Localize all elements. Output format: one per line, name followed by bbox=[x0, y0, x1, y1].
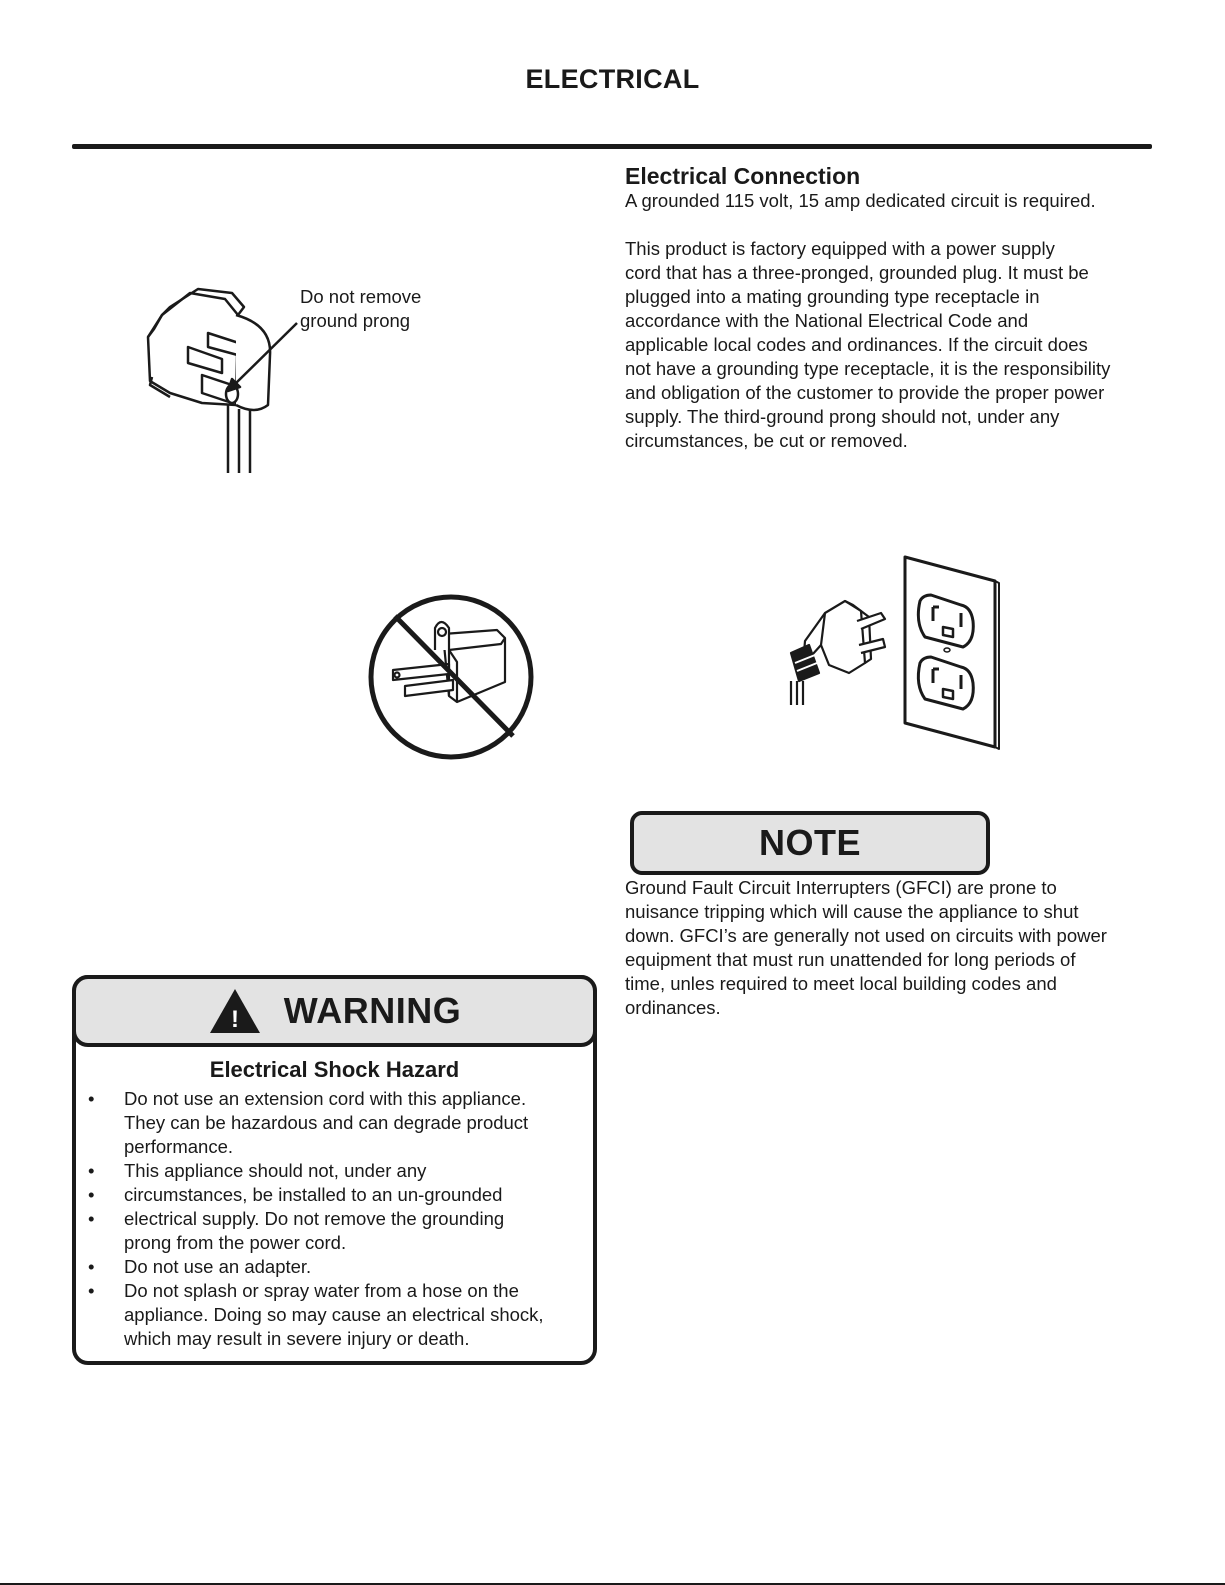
body-line: supply. The third-ground prong should not, under any bbox=[625, 406, 1060, 427]
item-line: Do not splash or spray water from a hose on the bbox=[124, 1280, 519, 1301]
list-item bbox=[76, 1207, 586, 1255]
item-line: performance. bbox=[124, 1136, 233, 1157]
note-line: equipment that must run unattended for long periods of bbox=[625, 949, 1076, 970]
item-line: circumstances, be installed to an un-grounded bbox=[124, 1184, 503, 1205]
warning-triangle-icon bbox=[208, 987, 262, 1035]
body-line: cord that has a three-pronged, grounded plug. It must be bbox=[625, 262, 1089, 283]
note-line: down. GFCI’s are generally not used on circuits with power bbox=[625, 925, 1107, 946]
warning-box bbox=[72, 975, 597, 1365]
callout-line: Do not remove bbox=[300, 286, 422, 307]
list-item bbox=[76, 1279, 586, 1351]
item-line: Do not use an adapter. bbox=[124, 1256, 312, 1277]
list-item bbox=[76, 1183, 586, 1207]
body-line: and obligation of the customer to provide the proper power bbox=[625, 382, 1105, 403]
section-heading: Electrical Connection bbox=[625, 163, 861, 189]
no-adapter-icon bbox=[365, 592, 537, 762]
body-line: applicable local codes and ordinances. If the circuit does bbox=[625, 334, 1088, 355]
note-box bbox=[630, 811, 990, 875]
connection-intro bbox=[625, 189, 1165, 213]
warning-list bbox=[76, 1087, 586, 1351]
note-label: NOTE bbox=[758, 822, 861, 863]
header-divider bbox=[72, 144, 1152, 149]
plug-callout bbox=[300, 285, 421, 333]
note-line: Ground Fault Circuit Interrupters (GFCI) are prone to bbox=[625, 877, 1057, 898]
body-line: circumstances, be cut or removed. bbox=[625, 430, 908, 451]
list-item bbox=[76, 1255, 586, 1279]
item-line: electrical supply. Do not remove the grounding bbox=[124, 1208, 505, 1229]
warning-label: WARNING bbox=[283, 990, 462, 1031]
body-line: This product is factory equipped with a power supply bbox=[625, 238, 1055, 259]
list-item bbox=[76, 1159, 586, 1183]
item-line: This appliance should not, under any bbox=[124, 1160, 427, 1181]
note-text bbox=[625, 876, 1165, 1020]
page-title: ELECTRICAL bbox=[525, 64, 700, 94]
body-line: not have a grounding type receptacle, it is the responsibility bbox=[625, 358, 1111, 379]
item-line: prong from the power cord. bbox=[124, 1232, 347, 1253]
item-line: which may result in severe injury or death. bbox=[124, 1328, 470, 1349]
item-line: appliance. Doing so may cause an electrical shock, bbox=[124, 1304, 544, 1325]
bullet: • bbox=[88, 1280, 95, 1301]
connection-body bbox=[625, 237, 1165, 453]
grounded-outlet-icon bbox=[785, 555, 1010, 755]
intro-line: A grounded 115 volt, 15 amp dedicated circuit is required. bbox=[625, 190, 1096, 211]
callout-line: ground prong bbox=[300, 310, 411, 331]
bullet: • bbox=[88, 1184, 95, 1205]
note-line: nuisance tripping which will cause the appliance to shut bbox=[625, 901, 1079, 922]
list-item bbox=[76, 1087, 586, 1159]
warning-header bbox=[72, 975, 597, 1047]
three-prong-plug-icon bbox=[140, 285, 320, 475]
note-line: ordinances. bbox=[625, 997, 721, 1018]
body-line: plugged into a mating grounding type receptacle in bbox=[625, 286, 1040, 307]
warning-symbol: ! bbox=[230, 1006, 239, 1033]
bullet: • bbox=[88, 1088, 95, 1109]
bullet: • bbox=[88, 1256, 95, 1277]
body-line: accordance with the National Electrical Code and bbox=[625, 310, 1029, 331]
note-line: time, unles required to meet local building codes and bbox=[625, 973, 1057, 994]
bullet: • bbox=[88, 1160, 95, 1181]
warning-subtitle: Electrical Shock Hazard bbox=[209, 1057, 460, 1082]
item-line: Do not use an extension cord with this appliance. bbox=[124, 1088, 527, 1109]
bullet: • bbox=[88, 1208, 95, 1229]
item-line: They can be hazardous and can degrade product bbox=[124, 1112, 529, 1133]
